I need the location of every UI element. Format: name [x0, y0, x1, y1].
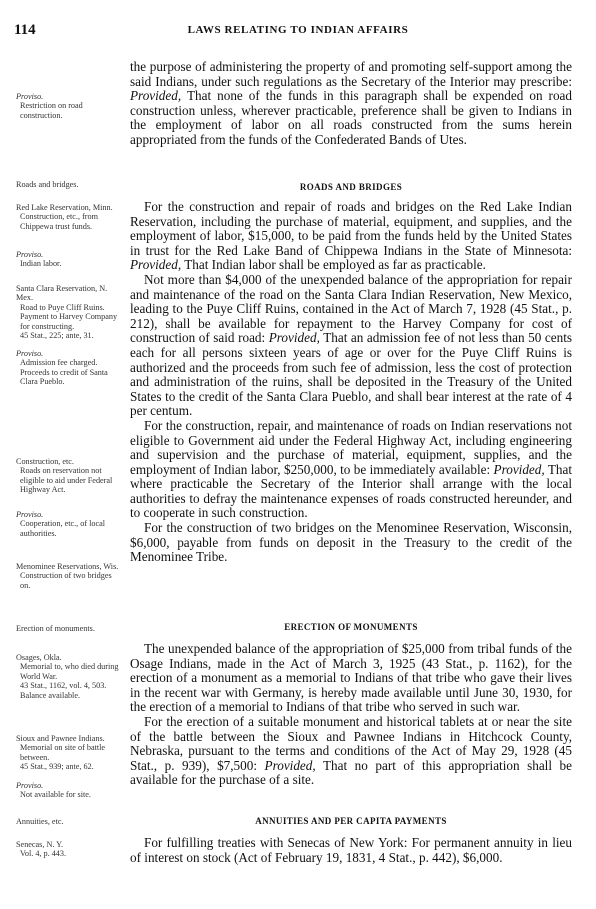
margin-note-osages: Osages, Okla. Memorial to, who died during World War. 43 Stat., 1162, vol. 4, 503. Balance available.: [16, 653, 119, 700]
margin-note-red-lake: Red Lake Reservation, Minn. Construction, etc., from Chippewa trust funds.: [16, 203, 113, 231]
margin-note-proviso-labor: Proviso. Indian labor.: [16, 250, 62, 269]
paragraph-menominee: For the construction of two bridges on the Menominee Reservation, Wisconsin, $6,000, payable from funds on deposit in the Treasury to the credit of the Menominee Tribe.: [130, 520, 572, 565]
roads-section: [130, 200, 572, 565]
margin-note-annuities: Annuities, etc.: [16, 817, 64, 826]
margin-note-proviso-site: Proviso. Not available for site.: [16, 781, 91, 800]
margin-note-senecas: Senecas, N. Y. Vol. 4, p. 443.: [16, 840, 67, 859]
margin-note-menominee: Menominee Reservations, Wis. Construction of two bridges on.: [16, 562, 119, 590]
margin-note-proviso-fee: Proviso. Admission fee charged. Proceeds to credit of Santa Clara Pueblo.: [16, 349, 108, 387]
monuments-section: [130, 642, 572, 788]
running-title: LAWS RELATING TO INDIAN AFFAIRS: [187, 24, 409, 36]
paragraph-reservation-roads: For the construction, repair, and maintenance of roads on Indian reservations not eligible to Government aid under the Federal Highway Act, including engineering and supervision and the purchase of material, equipment, supplies, and the employment of Indian labor, $250,000, to be immediately available: Provided, That where practicable the Secretary of the Interior shall arrange with the local authorities to defray the maintenance expenses of roads constructed hereunder, and to cooperate in such construction.: [130, 417, 572, 521]
paragraph-osage: The unexpended balance of the appropriation of $25,000 from tribal funds of the Osage Indians, made in the Act of March 3, 1925 (43 Stat., p. 1162), for the erection of a monument as a memorial to Indians of that tribe who gave their lives in the recent war with Germany, is hereby made available until June 30, 1930, for the erection of a memorial to Indians of that tribe who served in such war.: [130, 641, 572, 715]
paragraph-red-lake: For the construction and repair of roads and bridges on the Red Lake Indian Reservation, including the purchase of material, equipment, and supplies, and the employment of labor, $15,000, to be paid from the funds held by the United States in trust for the Red Lake Band of Chippewa Indians in the State of Minnesota: Provided, That Indian labor shall be employed as far as practicable.: [130, 199, 572, 273]
page-number: 114: [14, 22, 36, 38]
annuities-section: [130, 836, 572, 865]
paragraph-sioux-pawnee: For the erection of a suitable monument and historical tablets at or near the site of the battle between the Sioux and Pawnee Indians in Hitchcock County, Nebraska, pursuant to the terms and conditions of the Act of May 29, 1928 (45 Stat., p. 939), $7,500: Provided, That no part of this appropriation shall be available for the purchase of a site.: [130, 713, 572, 788]
margin-note-proviso-coop: Proviso. Cooperation, etc., of local authorities.: [16, 510, 106, 538]
margin-note-construction-roads: Construction, etc. Roads on reservation not eligible to aid under Federal Highway Act.: [16, 457, 113, 495]
margin-note-proviso-road: Proviso. Restriction on road construction.: [16, 92, 83, 120]
paragraph-senecas: For fulfilling treaties with Senecas of New York: For permanent annuity in lieu of interest on stock (Act of February 19, 1831, 4 Stat., p. 442), $6,000.: [130, 835, 572, 865]
margin-note-erection: Erection of monuments.: [16, 624, 95, 633]
heading-erection-monuments: ERECTION OF MONUMENTS: [284, 622, 418, 632]
heading-annuities: ANNUITIES AND PER CAPITA PAYMENTS: [255, 816, 447, 826]
page-header: [0, 22, 596, 40]
margin-note-sioux: Sioux and Pawnee Indians. Memorial on site of battle between. 45 Stat., 939; ante, 62.: [16, 734, 106, 772]
margin-note-roads-bridges: Roads and bridges.: [16, 180, 79, 189]
margin-note-santa-clara: Santa Clara Reservation, N. Mex. Road to Puye Cliff Ruins. Payment to Harvey Company for constructing. 45 Stat., 225; ante, 31.: [16, 284, 118, 341]
paragraph-ute-funds: the purpose of administering the property of and promoting self-support among the said Indians, under such regulations as the Secretary of the Interior may prescribe: Provided, That none of the funds in this paragraph shall be expended on road construction unless, wherever practicable, preference shall be given to Indians in the employment of labor on all roads constructed from the sums herein appropriated from the funds of the Confederated Bands of Utes.: [130, 59, 572, 147]
heading-roads-bridges: ROADS AND BRIDGES: [299, 182, 403, 192]
paragraph-santa-clara: Not more than $4,000 of the unexpended balance of the appropriation for repair and maintenance of the road on the Santa Clara Indian Reservation, New Mexico, leading to the Puye Cliff Ruins, contained in the Act of March 7, 1928 (45 Stat., p. 212), shall be available for repayment to the Harvey Company for cost of construction of said road: Provided, That an admission fee of not less than 50 cents each for all persons sixteen years of age or over for the Puye Cliff Ruins is authorized and the proceeds from such fee of admission, less the cost of protection and administration of the ruins, shall be deposited in the Treasury of the United States to the credit of the Santa Clara Pueblo, and shall bear interest at the rate of 4 per centum.: [130, 271, 572, 419]
